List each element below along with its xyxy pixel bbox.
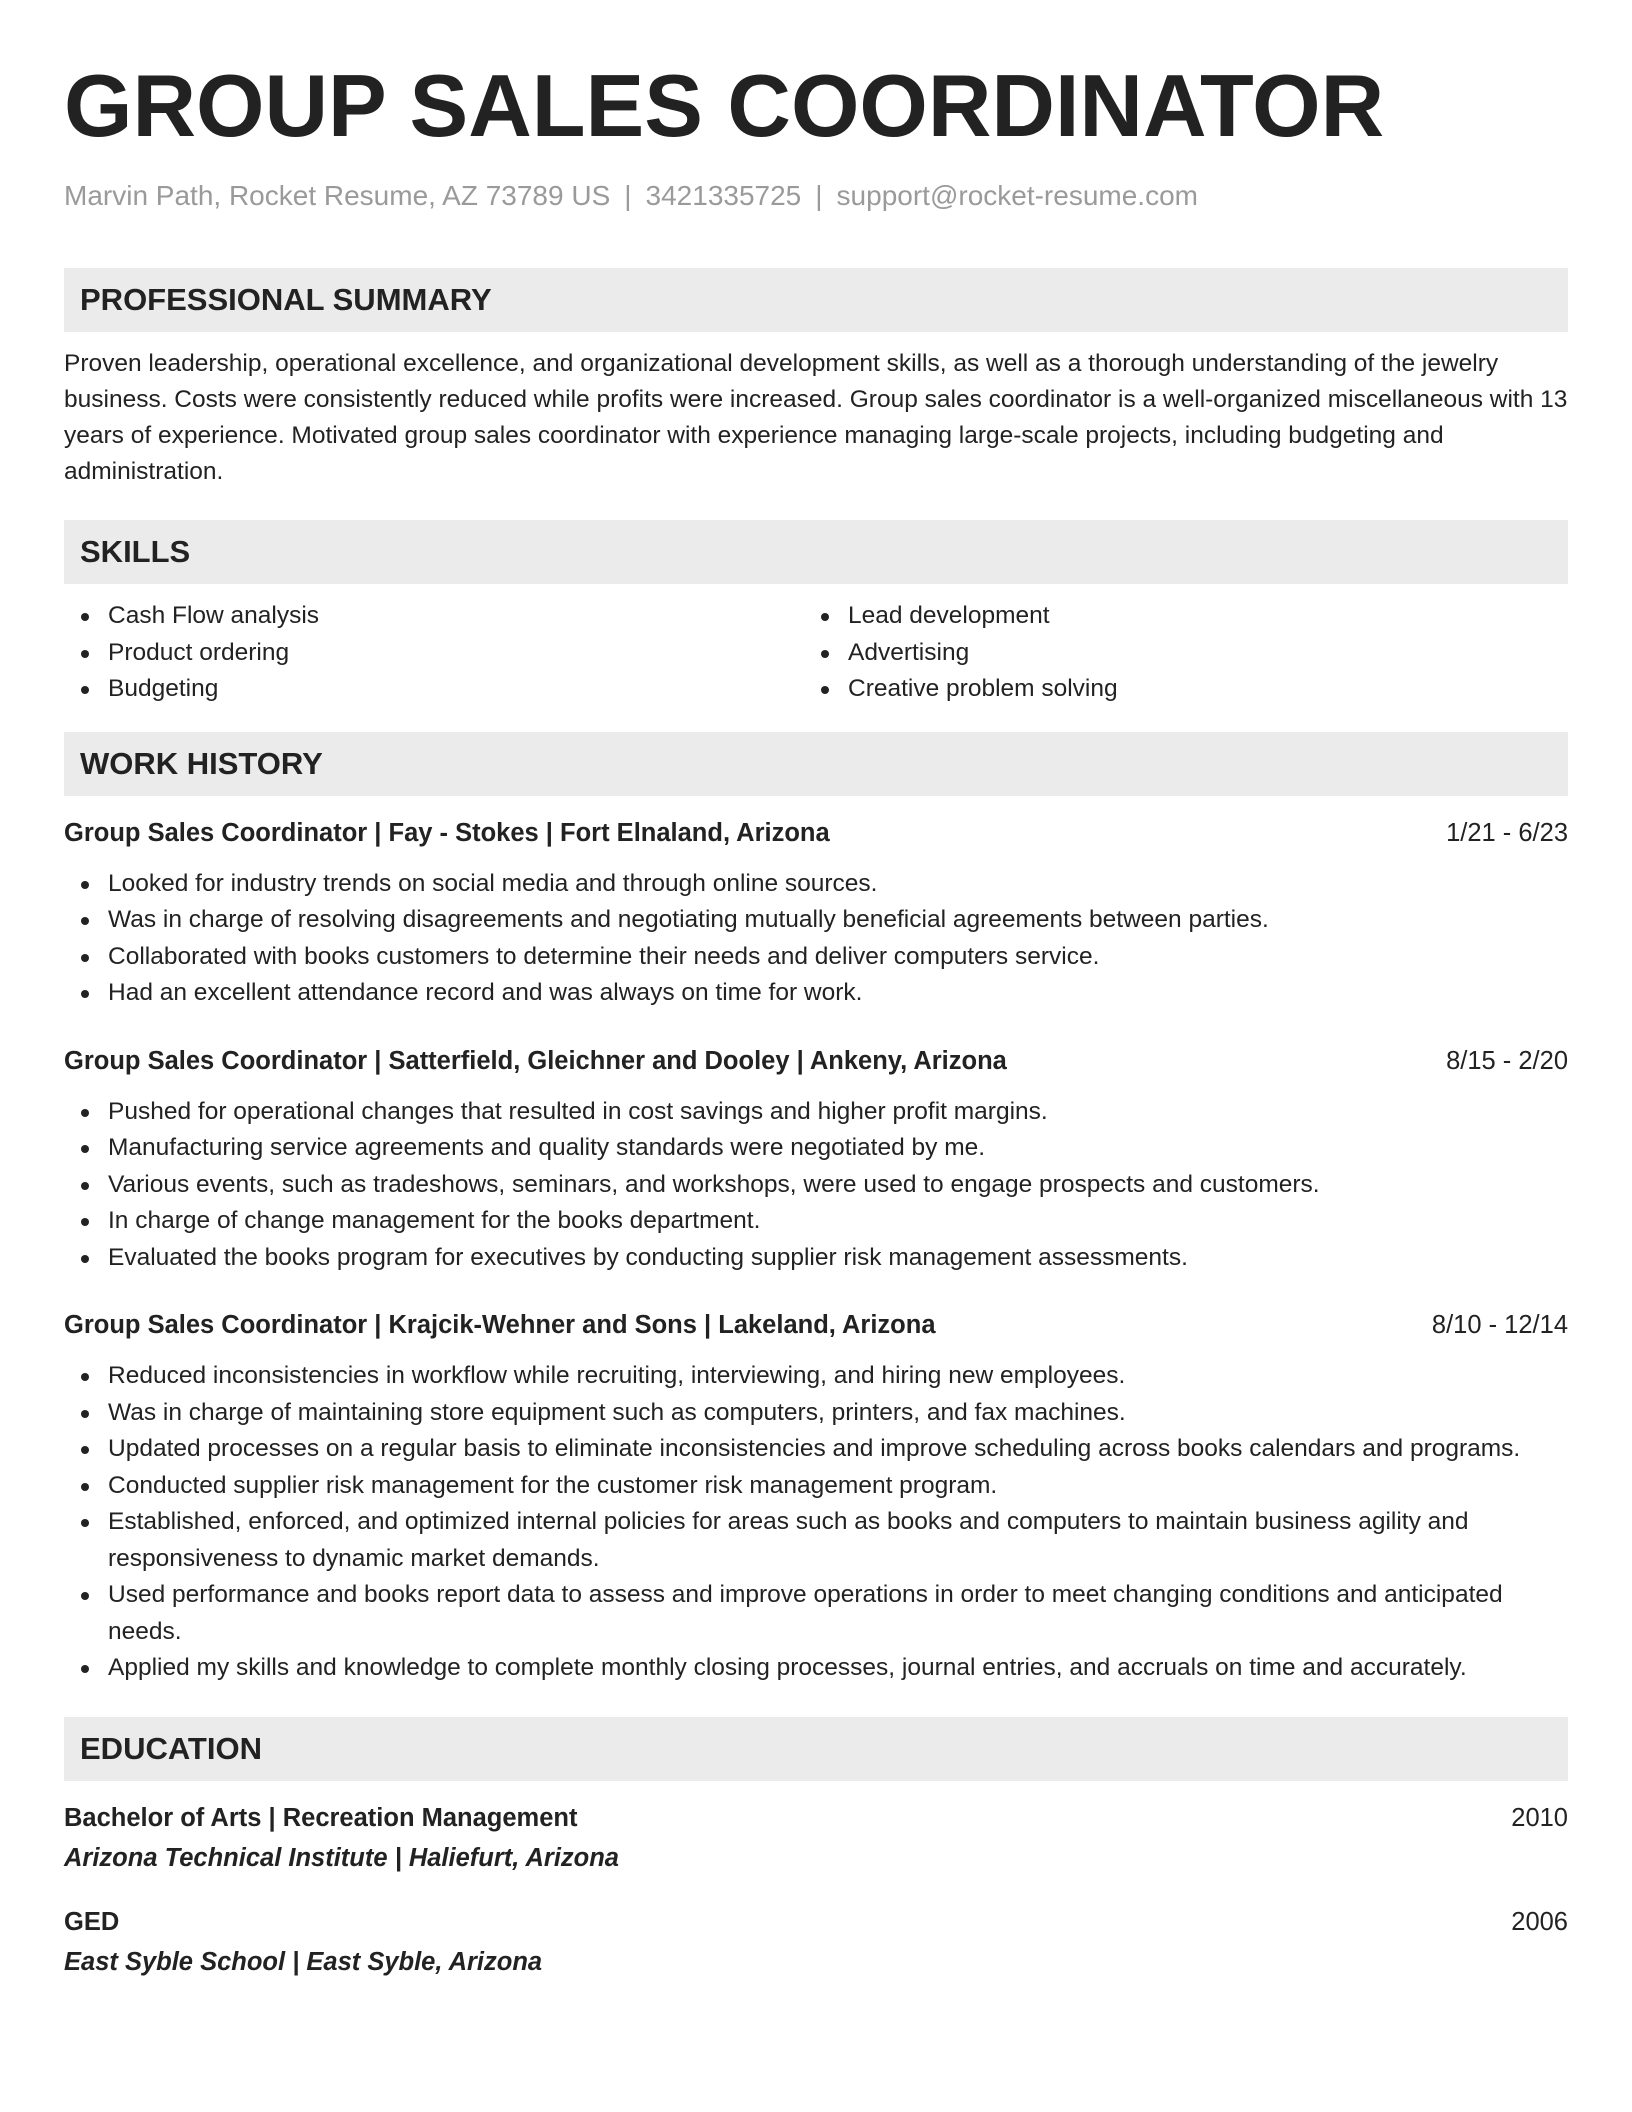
section-heading-work-history: WORK HISTORY bbox=[64, 732, 1568, 796]
job-bullet: In charge of change management for the books department. bbox=[64, 1203, 1568, 1240]
contact-line bbox=[64, 178, 1568, 214]
job-header bbox=[64, 1308, 1568, 1342]
job-bullet: Was in charge of resolving disagreements and negotiating mutually beneficial agreements between parties. bbox=[64, 902, 1568, 939]
job-bullets bbox=[64, 1358, 1568, 1687]
section-heading-summary: PROFESSIONAL SUMMARY bbox=[64, 268, 1568, 332]
skill-item: Budgeting bbox=[64, 671, 804, 708]
summary-text: Proven leadership, operational excellence, and organizational development skills, as well as a thorough understanding of the jewelry business. Costs were consistently reduced while profits were increased. Group sales coordinator is a well-organized miscellaneous with 13 years of experience. Motivated group sales coordinator with experience managing large-scale projects, including budgeting and administration. bbox=[64, 350, 1568, 485]
education-degree: GED bbox=[64, 1907, 120, 1936]
job-header bbox=[64, 1044, 1568, 1078]
job-dates: 1/21 - 6/23 bbox=[1446, 818, 1568, 847]
education-header bbox=[64, 1801, 1568, 1835]
skills-list bbox=[64, 598, 1568, 708]
section-heading-skills: SKILLS bbox=[64, 520, 1568, 584]
job-bullets bbox=[64, 866, 1568, 1012]
skill-item: Advertising bbox=[804, 635, 1544, 672]
job-entry bbox=[64, 1308, 1568, 1687]
job-title: Group Sales Coordinator | Fay - Stokes | Fort Elnaland, Arizona bbox=[64, 818, 830, 847]
work-history-list bbox=[64, 816, 1568, 1687]
contact-separator: | bbox=[815, 180, 823, 211]
job-bullets bbox=[64, 1094, 1568, 1277]
job-bullet: Looked for industry trends on social media and through online sources. bbox=[64, 866, 1568, 903]
job-title: Group Sales Coordinator | Krajcik-Wehner and Sons | Lakeland, Arizona bbox=[64, 1311, 936, 1339]
skills-column-left bbox=[64, 598, 804, 708]
contact-email: support@rocket-resume.com bbox=[836, 180, 1198, 211]
job-entry bbox=[64, 816, 1568, 1012]
contact-address: Marvin Path, Rocket Resume, AZ 73789 US bbox=[64, 180, 611, 211]
skill-item: Lead development bbox=[804, 598, 1544, 635]
education-school: Arizona Technical Institute | Haliefurt, Arizona bbox=[64, 1843, 619, 1872]
job-bullet: Manufacturing service agreements and quality standards were negotiated by me. bbox=[64, 1130, 1568, 1167]
skill-item: Creative problem solving bbox=[804, 671, 1544, 708]
skill-item: Product ordering bbox=[64, 635, 804, 672]
skills-column-right bbox=[804, 598, 1544, 708]
job-dates: 8/15 - 2/20 bbox=[1446, 1046, 1568, 1075]
education-school: East Syble School | East Syble, Arizona bbox=[64, 1947, 543, 1976]
job-bullet: Was in charge of maintaining store equipment such as computers, printers, and fax machines. bbox=[64, 1395, 1568, 1432]
job-header bbox=[64, 816, 1568, 850]
education-list bbox=[64, 1801, 1568, 1979]
education-entry bbox=[64, 1905, 1568, 1979]
job-title: Group Sales Coordinator | Satterfield, Gleichner and Dooley | Ankeny, Arizona bbox=[64, 1046, 1007, 1075]
job-bullet: Used performance and books report data to assess and improve operations in order to meet changing conditions and anticipated needs. bbox=[64, 1577, 1568, 1650]
education-entry bbox=[64, 1801, 1568, 1875]
education-year: 2010 bbox=[1511, 1803, 1568, 1832]
job-bullet: Applied my skills and knowledge to complete monthly closing processes, journal entries, and accruals on time and accurately. bbox=[64, 1650, 1568, 1687]
resume-title: GROUP SALES COORDINATOR bbox=[64, 56, 1385, 155]
contact-separator: | bbox=[624, 180, 632, 211]
job-bullet: Conducted supplier risk management for the customer risk management program. bbox=[64, 1468, 1568, 1505]
contact-phone: 3421335725 bbox=[645, 180, 802, 211]
job-bullet: Collaborated with books customers to determine their needs and deliver computers service. bbox=[64, 939, 1568, 976]
education-degree: Bachelor of Arts | Recreation Management bbox=[64, 1803, 578, 1832]
job-entry bbox=[64, 1044, 1568, 1277]
skill-item: Cash Flow analysis bbox=[64, 598, 804, 635]
job-bullet: Established, enforced, and optimized internal policies for areas such as books and computers to maintain business agility and responsiveness to dynamic market demands. bbox=[64, 1504, 1568, 1577]
job-bullet: Had an excellent attendance record and was always on time for work. bbox=[64, 975, 1568, 1012]
job-dates: 8/10 - 12/14 bbox=[1431, 1311, 1568, 1339]
education-year: 2006 bbox=[1511, 1907, 1568, 1936]
section-heading-education: EDUCATION bbox=[64, 1717, 1568, 1781]
education-header bbox=[64, 1905, 1568, 1939]
job-bullet: Pushed for operational changes that resulted in cost savings and higher profit margins. bbox=[64, 1094, 1568, 1131]
job-bullet: Updated processes on a regular basis to eliminate inconsistencies and improve scheduling across books calendars and programs. bbox=[64, 1431, 1568, 1468]
job-bullet: Various events, such as tradeshows, seminars, and workshops, were used to engage prospects and customers. bbox=[64, 1167, 1568, 1204]
job-bullet: Evaluated the books program for executives by conducting supplier risk management assessments. bbox=[64, 1240, 1568, 1277]
resume-page bbox=[64, 0, 1568, 1979]
job-bullet: Reduced inconsistencies in workflow while recruiting, interviewing, and hiring new employees. bbox=[64, 1358, 1568, 1395]
